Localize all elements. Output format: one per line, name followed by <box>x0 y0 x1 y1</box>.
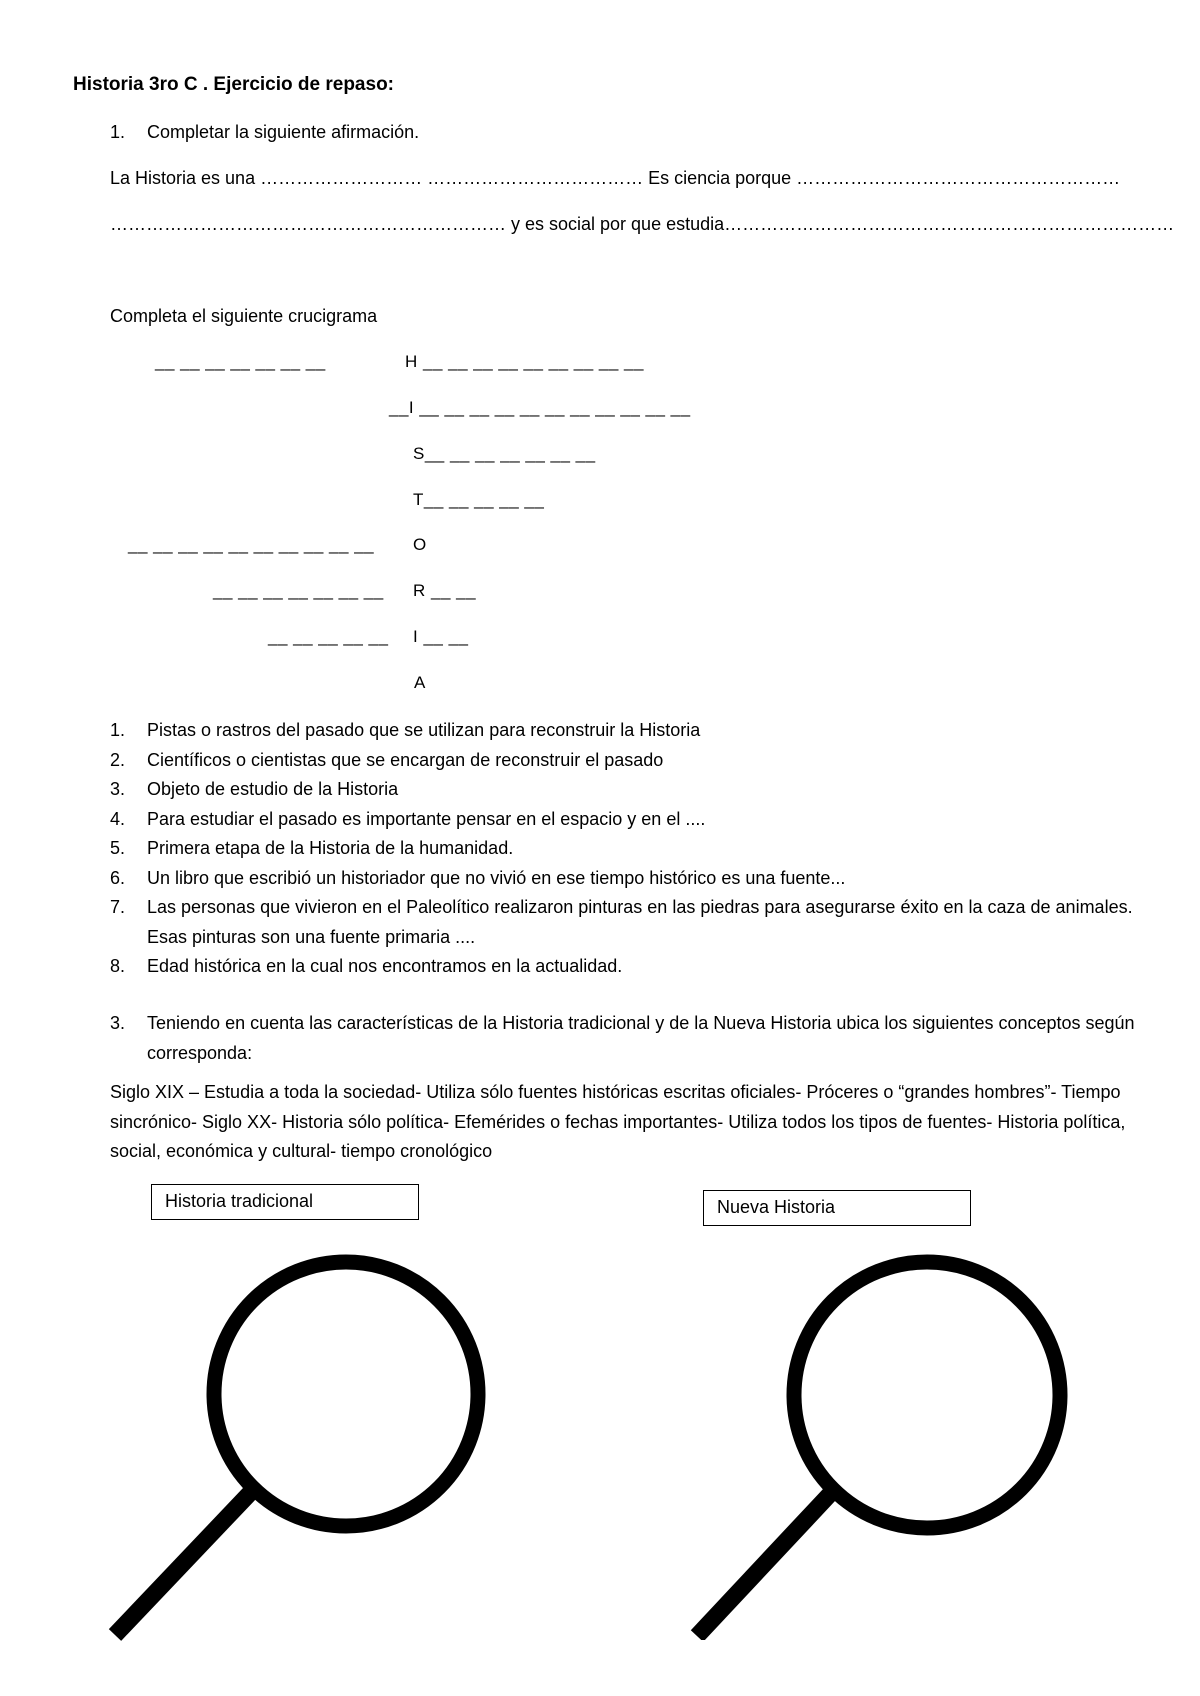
crossword-row4: T__ __ __ __ __ <box>413 490 545 509</box>
crossword-row7-left: __ __ __ __ __ <box>268 627 389 646</box>
crossword-intro: Completa el siguiente crucigrama <box>110 306 378 326</box>
q3-instruction-block <box>110 1008 1140 1068</box>
crossword-row1: H __ __ __ __ __ __ __ __ __ <box>405 352 644 371</box>
q1-fill-line-1: La Historia es una ……………………… ……………………………… Es ciencia porque ……………………………………………… <box>110 168 1121 188</box>
clue-list <box>110 716 1140 982</box>
concepts-paragraph: Siglo XIX – Estudia a toda la sociedad- Utiliza sólo fuentes históricas escritas oficiales- Próceres o “grandes hombres”- Tiempo sincrónico- Siglo XX- Historia sólo política- Efemérides o fechas importantes- Utiliza todos los tipos de fuentes- Historia política, social, económica y cultural- tiempo cronológico <box>110 1082 1126 1161</box>
clue-item: 2. Científicos o cientistas que se encargan de reconstruir el pasado <box>110 749 664 770</box>
box-nueva-historia: Nueva Historia <box>703 1190 971 1226</box>
crossword-row6: R __ __ <box>413 581 477 600</box>
clue-item: 3. Objeto de estudio de la Historia <box>110 779 399 799</box>
clue-item: 4. Para estudiar el pasado es importante pensar en el espacio y en el .... <box>110 808 706 829</box>
clue-item: 8. Edad histórica en la cual nos encontramos en la actualidad. <box>110 956 623 976</box>
clue-item: 5. Primera etapa de la Historia de la humanidad. <box>110 838 514 858</box>
q1-number: 1. <box>110 122 126 142</box>
crossword-row6-left: __ __ __ __ __ __ __ <box>213 581 384 600</box>
q1-instruction: Completar la siguiente afirmación. <box>147 122 420 142</box>
crossword-row2: __I __ __ __ __ __ __ __ __ __ __ __ <box>389 398 691 417</box>
crossword-row1-left: __ __ __ __ __ __ __ <box>155 352 326 371</box>
clue-item: 6. Un libro que escribió un historiador que no vivió en ese tiempo histórico es una fuente... <box>110 867 846 888</box>
crossword-row3: S__ __ __ __ __ __ __ <box>413 444 596 463</box>
magnifying-glass-icon <box>685 1240 1085 1640</box>
q3-number: 3. <box>110 1013 126 1033</box>
box-historia-tradicional: Historia tradicional <box>151 1184 419 1220</box>
crossword-row8: A <box>414 673 426 692</box>
q1-fill-line-2: ………………………………………………………… y es social por que estudia………………………………………………………………… <box>110 214 1175 234</box>
clue-item: 7. Las personas que vivieron en el Paleolítico realizaron pinturas en las piedras para asegurarse éxito en la caza de animales. Esas pinturas son una fuente primaria .... <box>110 897 1133 947</box>
magnifying-glass-icon <box>100 1245 500 1645</box>
crossword-row5-left: __ __ __ __ __ __ __ __ __ __ <box>128 535 375 554</box>
clue-item: 1. Pistas o rastros del pasado que se utilizan para reconstruir la Historia <box>110 720 701 740</box>
q3-instruction: Teniendo en cuenta las características de la Historia tradicional y de la Nueva Historia ubica los siguientes conceptos según corresponda: <box>147 1013 1135 1063</box>
crossword-row7: I __ __ <box>413 627 469 646</box>
page-title: Historia 3ro C . Ejercicio de repaso: <box>73 74 394 95</box>
crossword-row5: O <box>413 535 427 554</box>
